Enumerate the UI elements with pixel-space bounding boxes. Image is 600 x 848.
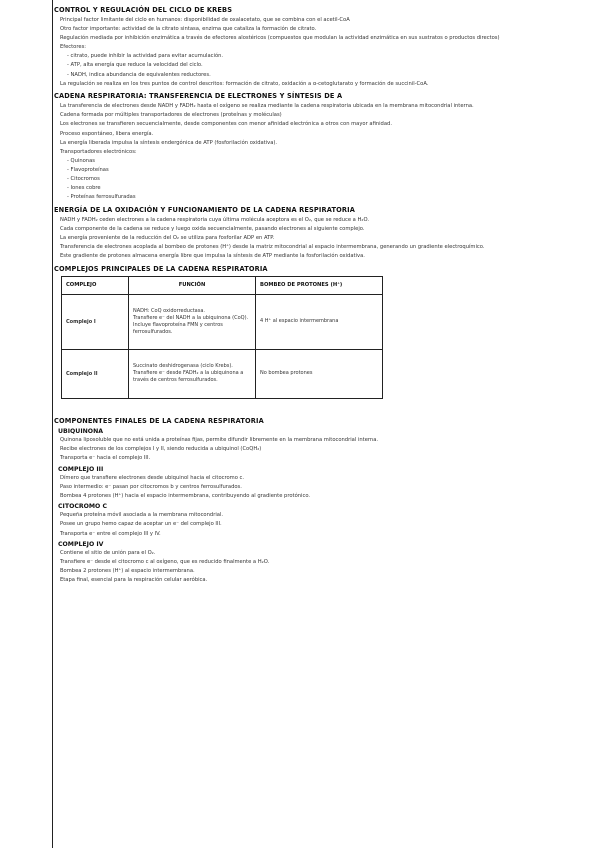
section-complejos [54, 264, 592, 399]
list-item: Transporta e⁻ hacia el complejo III. [60, 454, 151, 461]
cell-complejo-name: Complejo I [62, 294, 129, 349]
function-line: Succinato deshidrogenasa (ciclo Krebs). [133, 363, 233, 370]
function-line: Transfiere e⁻ del NADH a la ubiquinona (CoQ). [133, 314, 249, 321]
section-title-cadena-respiratoria: CADENA RESPIRATORIA: TRANSFERENCIA DE ELECTRONES Y SÍNTESIS DE A [54, 92, 343, 101]
list-item: Dímero que transfiere electrones desde ubiquinol hacia el citocromo c. [60, 474, 245, 481]
list-item: Bombea 4 protones (H⁺) hacia el espacio intermembrana, contribuyendo al gradiente protónico. [60, 492, 311, 499]
group-title: COMPLEJO IV [58, 541, 104, 549]
list-item: Cadena formada por múltiples transportadores de electrones (proteínas y moléculas) [60, 112, 282, 119]
section-cadena-respiratoria [54, 92, 592, 202]
header-bombeo: BOMBEO DE PROTONES (H⁺) [256, 276, 383, 294]
list-item: - Citocromos [67, 176, 100, 182]
function-line: Transfiere e⁻ desde FADH₂ a la ubiquinona a través de centros ferrosulfurados. [133, 370, 244, 384]
function-line: NADH: CoQ oxidorreductasa. [133, 307, 205, 314]
list-item: - Iones cobre [67, 185, 101, 192]
header-funcion: FUNCIÓN [129, 276, 256, 294]
list-item: Transportadores electrónicos: [60, 148, 137, 155]
list-item: Bombea 2 protones (H⁺) al espacio intermembrana. [60, 568, 195, 575]
cell-bombeo: 4 H⁺ al espacio intermembrana [256, 294, 383, 349]
group-ubiquinona [57, 428, 592, 463]
list-item: Los electrones se transfieren secuencialmente, desde componentes con menor afinidad electrónica a otros con mayor afinidad. [60, 121, 392, 128]
list-item: La energía liberada impulsa la síntesis endergónica de ATP (fosforilación oxidativa). [60, 139, 278, 146]
group-title: CITOCROMO C [58, 503, 108, 511]
list-item: - NADH, indica abundancia de equivalentes reductores. [67, 71, 211, 78]
header-complejo: COMPLEJO [62, 276, 129, 294]
page-margin-line [52, 0, 53, 848]
list-item: Etapa final, esencial para la respiración celular aeróbica. [60, 577, 208, 584]
group-citocromo-c [57, 503, 592, 538]
cell-funcion [129, 294, 256, 349]
list-item: Este gradiente de protones almacena energía libre que impulsa la síntesis de ATP mediante la fosforilación oxidativa. [60, 253, 365, 260]
list-item: Pequeña proteína móvil asociada a la membrana mitocondrial. [60, 512, 224, 519]
list-item: - Flavoproteínas [67, 166, 109, 173]
cell-complejo-name: Complejo II [62, 349, 129, 398]
list-item: Proceso espontáneo, libera energía. [60, 130, 154, 137]
section-componentes-finales [54, 416, 592, 585]
group-title: UBIQUINONA [58, 427, 104, 435]
list-item: Transferencia de electrones acoplada al bombeo de protones (H⁺) desde la matriz mitocondrial al espacio intermembrana, generando un gradiente electroquímico. [60, 244, 485, 251]
cell-bombeo: No bombea protones [256, 349, 383, 398]
list-item: Principal factor limitante del ciclo en humanos: disponibilidad de oxalacetato, que se combina con el acetil-CoA [60, 17, 350, 23]
list-item: Transporta e⁻ entre el complejo III y IV. [60, 530, 161, 537]
list-item: - citrato, puede inhibir la actividad para evitar acumulación. [67, 53, 224, 60]
section-title-krebs: CONTROL Y REGULACIÓN DEL CICLO DE KREBS [54, 6, 233, 14]
list-item: Quinona liposoluble que no está unida a proteínas fijas, permite difundir libremente en la membrana mitocondrial interna. [60, 436, 379, 443]
group-title: COMPLEJO III [58, 465, 104, 473]
section-energia-oxidacion [54, 205, 592, 261]
function-line: Incluye flavoproteína FMN y centros ferrosulfurados. [133, 321, 223, 335]
list-item: Otro factor importante: actividad de la citrato sintasa, enzima que cataliza la formación de citrato. [60, 26, 317, 33]
list-item: La energía proveniente de la reducción del O₂ se utiliza para fosforilar ADP en ATP. [60, 234, 275, 241]
list-item: Posee un grupo hemo capaz de aceptar un e⁻ del complejo III. [60, 521, 222, 528]
section-title-energia-oxidacion: ENERGÍA DE LA OXIDACIÓN Y FUNCIONAMIENTO DE LA CADENA RESPIRATORIA [54, 205, 355, 214]
table-row [62, 349, 383, 398]
cell-funcion [129, 349, 256, 398]
list-item: Efectores: [60, 44, 87, 51]
list-item: Recibe electrones de los complejos I y II, siendo reducida a ubiquinol (CoQH₂) [60, 445, 262, 452]
list-item: - ATP, alta energía que reduce la velocidad del ciclo. [67, 62, 203, 69]
list-item: La regulación se realiza en los tres puntos de control descritos: formación de citrato, oxidación a α-cetoglutarato y formación de succinil-CoA. [60, 80, 429, 87]
table-header-row [62, 276, 383, 294]
complexes-table [61, 276, 383, 399]
list-item: - Proteínas ferrosulfuradas [67, 194, 136, 201]
list-item: Transfiere e⁻ desde el citocromo c al oxígeno, que es reducido finalmente a H₂O. [60, 559, 270, 566]
section-title-componentes-finales: COMPONENTES FINALES DE LA CADENA RESPIRATORIA [54, 416, 264, 425]
list-item: Cada componente de la cadena se reduce y luego oxida secuencialmente, pasando electrones al siguiente complejo. [60, 225, 365, 232]
section-title-complejos: COMPLEJOS PRINCIPALES DE LA CADENA RESPIRATORIA [54, 264, 268, 273]
list-item: Regulación mediada por inhibición enzimática a través de efectores alostéricos (compuestos que modulan la actividad enzimática en sus sustratos o productos directos) [60, 35, 500, 42]
notes-page [54, 6, 592, 589]
table-row [62, 294, 383, 349]
section-krebs [54, 6, 592, 88]
list-item: La transferencia de electrones desde NADH y FADH₂ hasta el oxígeno se realiza mediante la cadena respiratoria ubicada en la membrana mitocondrial interna. [60, 103, 474, 110]
list-item: - Quinonas [67, 157, 95, 164]
group-complejo-iii [57, 466, 592, 501]
list-item: NADH y FADH₂ ceden electrones a la cadena respiratoria cuya última molécula aceptora es el O₂, que se reduce a H₂O. [60, 216, 370, 223]
list-item: Paso intermedio: e⁻ pasan por citocromos b y centros ferrosulfurados. [60, 483, 242, 490]
list-item: Contiene el sitio de unión para el O₂. [60, 550, 156, 557]
group-complejo-iv [57, 541, 592, 585]
